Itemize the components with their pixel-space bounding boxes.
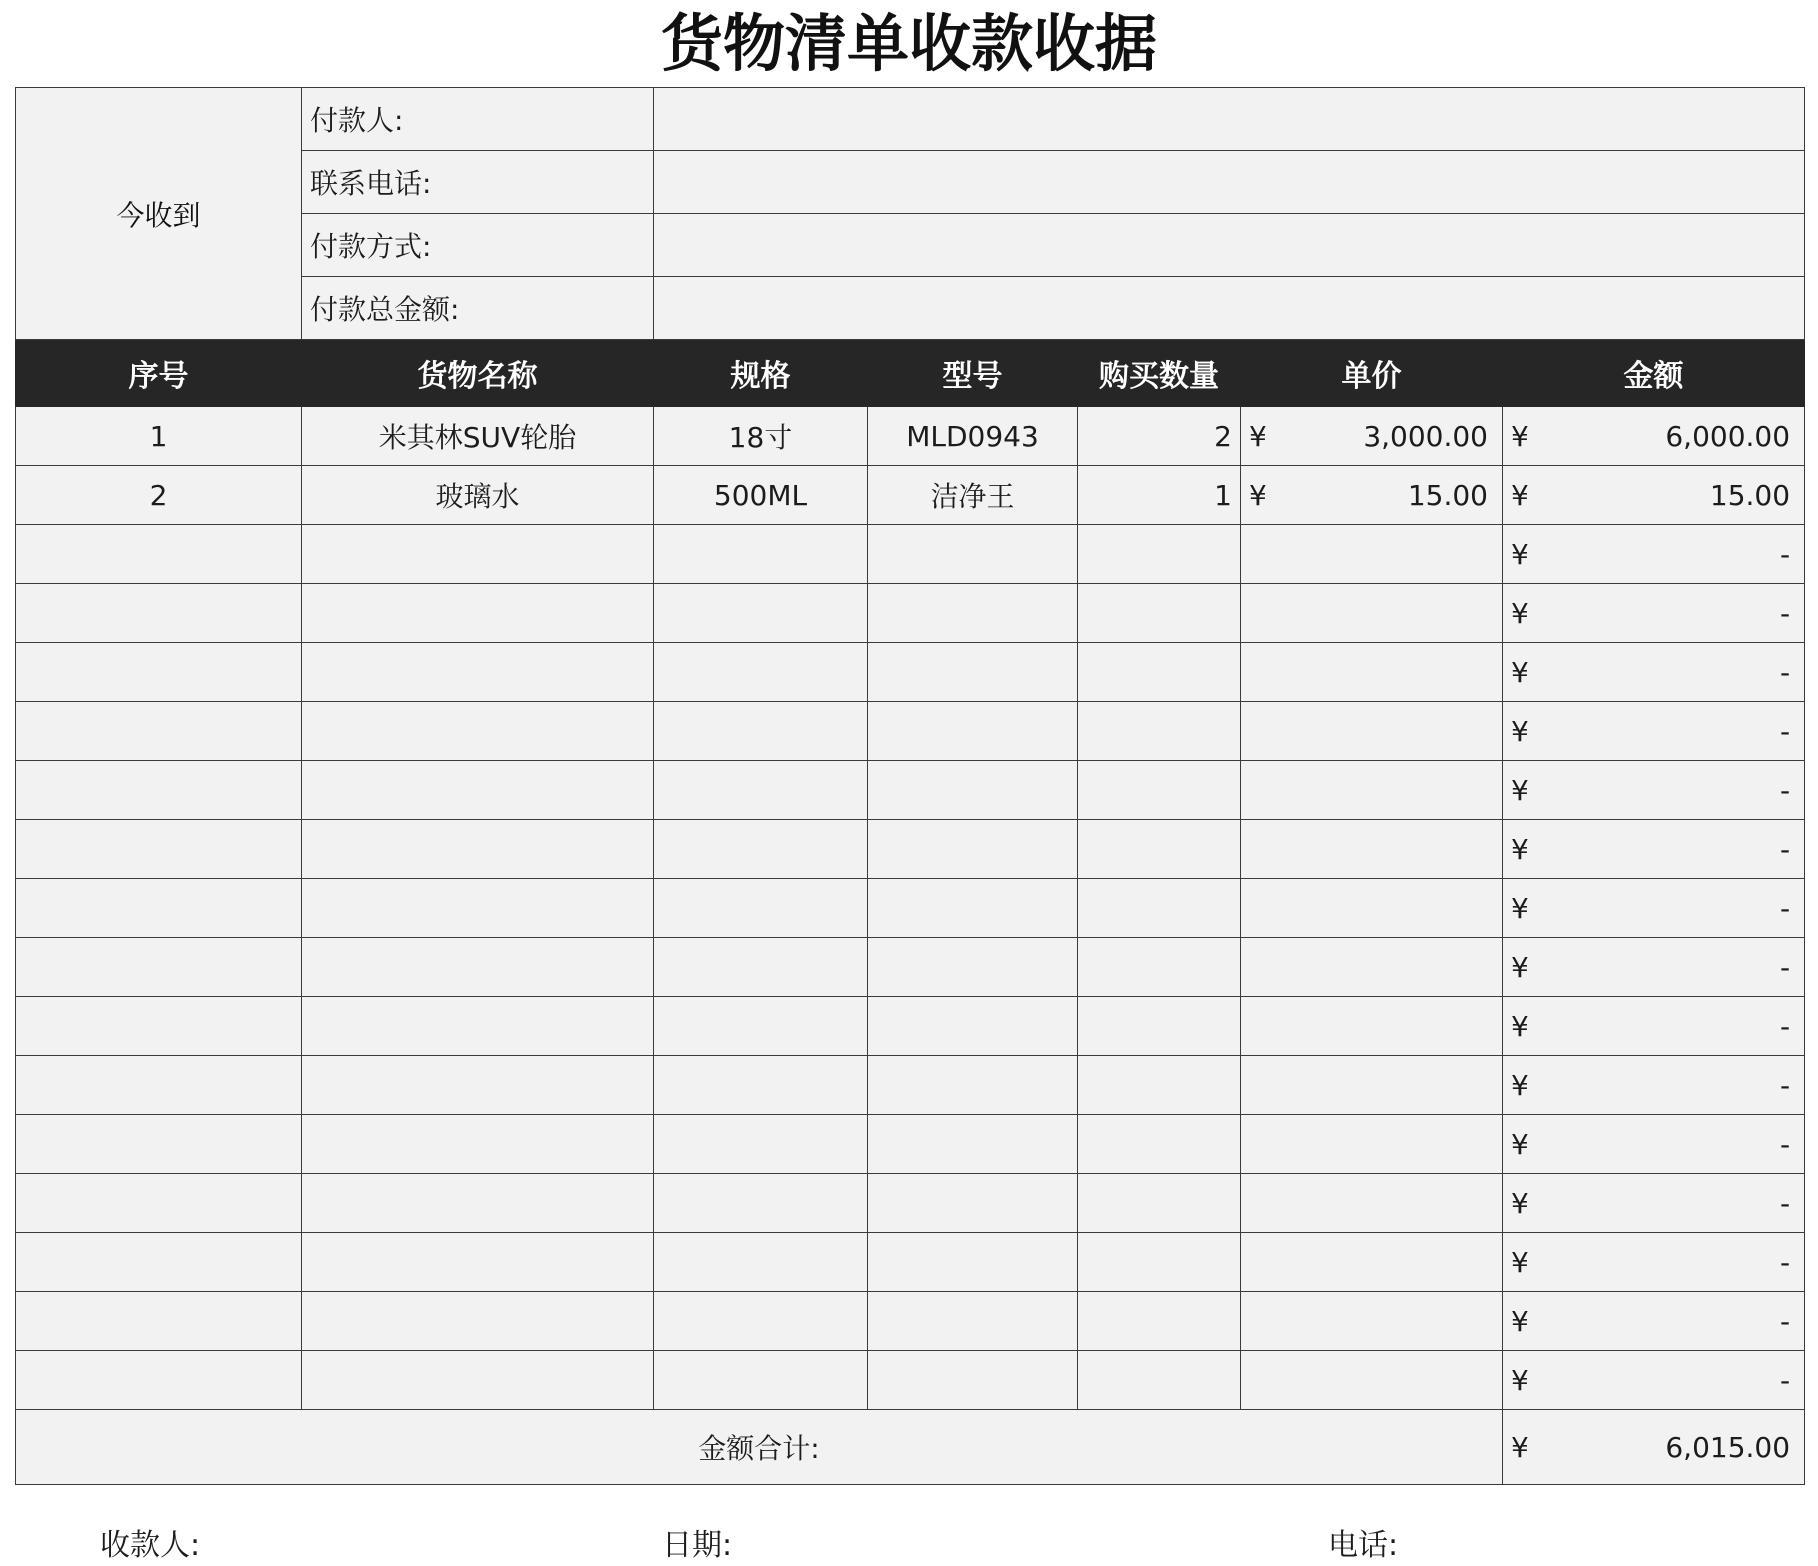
cell-unit-price[interactable] [1241,1351,1503,1410]
currency-symbol: ¥ [1249,478,1267,512]
cell-spec[interactable] [654,1115,868,1174]
cell-spec[interactable] [654,584,868,643]
cell-no[interactable] [16,1056,302,1115]
payee-label: 收款人: [100,1528,201,1563]
cell-name[interactable] [302,1292,654,1351]
cell-qty[interactable] [1078,525,1241,584]
cell-model[interactable] [868,1056,1078,1115]
cell-amount[interactable] [1503,761,1805,820]
cell-amount[interactable] [1503,584,1805,643]
money-value: - [1779,1245,1791,1279]
currency-symbol: ¥ [1511,537,1529,571]
cell-unit-price[interactable] [1241,466,1503,525]
cell-name[interactable] [302,938,654,997]
cell-unit-price[interactable] [1241,997,1503,1056]
currency-symbol: ¥ [1511,1363,1529,1397]
cell-name[interactable] [302,997,654,1056]
currency-symbol: ¥ [1511,1186,1529,1220]
cell-unit-price[interactable] [1241,820,1503,879]
cell-qty[interactable] [1078,879,1241,938]
money-value: 6,000.00 [1665,419,1791,453]
cell-no[interactable] [16,938,302,997]
cell-spec[interactable] [654,1056,868,1115]
cell-no[interactable]: 1 [16,407,302,466]
info-value-total-amount[interactable] [654,277,1805,340]
table-row [16,1351,1805,1410]
cell-amount[interactable] [1503,643,1805,702]
table-row [16,761,1805,820]
cell-spec[interactable] [654,1174,868,1233]
money-value: - [1779,1363,1791,1397]
cell-spec[interactable] [654,525,868,584]
cell-qty[interactable] [1078,584,1241,643]
cell-name[interactable] [302,820,654,879]
date-label: 日期: [662,1528,733,1563]
cell-amount[interactable] [1503,879,1805,938]
currency-symbol: ¥ [1511,832,1529,866]
info-label-total-amount: 付款总金额: [302,277,654,340]
currency-symbol: ¥ [1511,655,1529,689]
cell-no[interactable] [16,584,302,643]
money-value: - [1779,950,1791,984]
cell-name[interactable] [302,1056,654,1115]
table-row [16,584,1805,643]
column-header: 单价 [1241,340,1503,407]
table-row [16,1233,1805,1292]
total-label: 金额合计: [16,1410,1503,1485]
cell-no[interactable]: 2 [16,466,302,525]
table-row [16,1174,1805,1233]
money-value: - [1779,596,1791,630]
cell-qty[interactable] [1078,820,1241,879]
table-row [16,997,1805,1056]
cell-qty[interactable]: 1 [1078,466,1241,525]
currency-symbol: ¥ [1511,1009,1529,1043]
cell-spec[interactable] [654,879,868,938]
cell-amount[interactable] [1503,820,1805,879]
cell-spec[interactable] [654,1233,868,1292]
money-value: 15.00 [1709,478,1791,512]
cell-unit-price[interactable] [1241,938,1503,997]
money-value: - [1779,1068,1791,1102]
table-row [16,407,1805,466]
currency-symbol: ¥ [1511,950,1529,984]
column-header: 购买数量 [1078,340,1241,407]
cell-model[interactable]: 洁净王 [868,466,1078,525]
money-value: 15.00 [1407,478,1488,512]
cell-spec[interactable]: 18寸 [654,407,868,466]
cell-unit-price[interactable] [1241,407,1503,466]
column-header: 规格 [654,340,868,407]
cell-qty[interactable] [1078,702,1241,761]
table-row [16,820,1805,879]
cell-spec[interactable] [654,702,868,761]
cell-qty[interactable] [1078,1351,1241,1410]
column-header: 序号 [16,340,302,407]
money-value: - [1779,714,1791,748]
cell-model[interactable] [868,1115,1078,1174]
cell-amount[interactable] [1503,1233,1805,1292]
cell-amount[interactable] [1503,997,1805,1056]
table-row [16,879,1805,938]
money-value: - [1779,1009,1791,1043]
cell-no[interactable] [16,997,302,1056]
cell-model[interactable] [868,702,1078,761]
money-value: - [1779,1186,1791,1220]
money-value: 3,000.00 [1363,419,1488,453]
currency-symbol: ¥ [1511,419,1529,453]
cell-qty[interactable]: 2 [1078,407,1241,466]
cell-spec[interactable]: 500ML [654,466,868,525]
cell-name[interactable] [302,1351,654,1410]
cell-name[interactable] [302,879,654,938]
cell-amount[interactable] [1503,938,1805,997]
cell-model[interactable] [868,761,1078,820]
cell-no[interactable] [16,820,302,879]
currency-symbol: ¥ [1511,1127,1529,1161]
total-cell [1503,1410,1805,1485]
cell-model[interactable] [868,643,1078,702]
cell-name[interactable] [302,525,654,584]
table-row [16,1115,1805,1174]
cell-amount[interactable] [1503,407,1805,466]
cell-amount[interactable] [1503,1056,1805,1115]
cell-no[interactable] [16,1292,302,1351]
phone-label: 电话: [1328,1528,1399,1563]
cell-name[interactable] [302,643,654,702]
cell-qty[interactable] [1078,1115,1241,1174]
cell-unit-price[interactable] [1241,1292,1503,1351]
column-header: 金额 [1503,340,1805,407]
cell-no[interactable] [16,1174,302,1233]
cell-spec[interactable] [654,761,868,820]
cell-name[interactable]: 玻璃水 [302,466,654,525]
cell-qty[interactable] [1078,1233,1241,1292]
receipt-table [15,87,1805,1485]
table-row [16,643,1805,702]
cell-no[interactable] [16,1351,302,1410]
cell-unit-price[interactable] [1241,1115,1503,1174]
cell-model[interactable] [868,525,1078,584]
info-value-phone[interactable] [654,151,1805,214]
cell-spec[interactable] [654,820,868,879]
cell-amount[interactable] [1503,466,1805,525]
cell-unit-price[interactable] [1241,1174,1503,1233]
cell-model[interactable] [868,1351,1078,1410]
cell-unit-price[interactable] [1241,525,1503,584]
cell-qty[interactable] [1078,1174,1241,1233]
table-row [16,702,1805,761]
info-label-phone: 联系电话: [302,151,654,214]
cell-model[interactable] [868,879,1078,938]
cell-unit-price[interactable] [1241,1056,1503,1115]
total-value: 6,015.00 [1665,1430,1791,1464]
cell-name[interactable]: 米其林SUV轮胎 [302,407,654,466]
cell-name[interactable] [302,1174,654,1233]
cell-unit-price[interactable] [1241,643,1503,702]
cell-spec[interactable] [654,1292,868,1351]
cell-amount[interactable] [1503,1174,1805,1233]
money-value: - [1779,1304,1791,1338]
cell-unit-price[interactable] [1241,1233,1503,1292]
cell-qty[interactable] [1078,643,1241,702]
cell-qty[interactable] [1078,1056,1241,1115]
cell-model[interactable] [868,997,1078,1056]
money-value: - [1779,773,1791,807]
cell-unit-price[interactable] [1241,761,1503,820]
cell-name[interactable] [302,702,654,761]
currency-symbol: ¥ [1511,714,1529,748]
cell-model[interactable] [868,820,1078,879]
total-row [16,1410,1805,1485]
currency-symbol: ¥ [1249,419,1267,453]
currency-symbol: ¥ [1511,773,1529,807]
column-header: 货物名称 [302,340,654,407]
cell-amount[interactable] [1503,525,1805,584]
cell-amount[interactable] [1503,1115,1805,1174]
cell-unit-price[interactable] [1241,702,1503,761]
money-value: - [1779,655,1791,689]
currency-symbol: ¥ [1511,478,1529,512]
currency-symbol: ¥ [1511,1245,1529,1279]
total-currency-symbol: ¥ [1511,1430,1529,1464]
cell-spec[interactable] [654,997,868,1056]
cell-qty[interactable] [1078,938,1241,997]
money-value: - [1779,1127,1791,1161]
cell-no[interactable] [16,1233,302,1292]
page-title: 货物清单收款收据 [660,7,1157,80]
cell-model[interactable] [868,1233,1078,1292]
cell-model[interactable] [868,1292,1078,1351]
table-row [16,1292,1805,1351]
cell-name[interactable] [302,761,654,820]
cell-no[interactable] [16,761,302,820]
cell-no[interactable] [16,879,302,938]
cell-qty[interactable] [1078,761,1241,820]
cell-amount[interactable] [1503,1351,1805,1410]
money-value: - [1779,832,1791,866]
column-header: 型号 [868,340,1078,407]
cell-no[interactable] [16,525,302,584]
cell-amount[interactable] [1503,1292,1805,1351]
cell-no[interactable] [16,643,302,702]
money-value: - [1779,537,1791,571]
cell-unit-price[interactable] [1241,879,1503,938]
currency-symbol: ¥ [1511,596,1529,630]
received-label: 今收到 [16,88,302,340]
cell-spec[interactable] [654,938,868,997]
table-row [16,466,1805,525]
info-label-payer: 付款人: [302,88,654,151]
info-value-payment-method[interactable] [654,214,1805,277]
currency-symbol: ¥ [1511,1304,1529,1338]
cell-model[interactable] [868,1174,1078,1233]
cell-model[interactable] [868,938,1078,997]
cell-spec[interactable] [654,643,868,702]
cell-unit-price[interactable] [1241,584,1503,643]
cell-name[interactable] [302,584,654,643]
info-value-payer[interactable] [654,88,1805,151]
cell-no[interactable] [16,702,302,761]
cell-model[interactable]: MLD0943 [868,407,1078,466]
cell-spec[interactable] [654,1351,868,1410]
table-row [16,525,1805,584]
table-row [16,938,1805,997]
currency-symbol: ¥ [1511,1068,1529,1102]
table-header-row [16,340,1805,407]
table-row [16,1056,1805,1115]
cell-qty[interactable] [1078,997,1241,1056]
cell-name[interactable] [302,1115,654,1174]
money-value: - [1779,891,1791,925]
cell-name[interactable] [302,1233,654,1292]
cell-model[interactable] [868,584,1078,643]
cell-no[interactable] [16,1115,302,1174]
info-label-payment-method: 付款方式: [302,214,654,277]
cell-amount[interactable] [1503,702,1805,761]
currency-symbol: ¥ [1511,891,1529,925]
cell-qty[interactable] [1078,1292,1241,1351]
